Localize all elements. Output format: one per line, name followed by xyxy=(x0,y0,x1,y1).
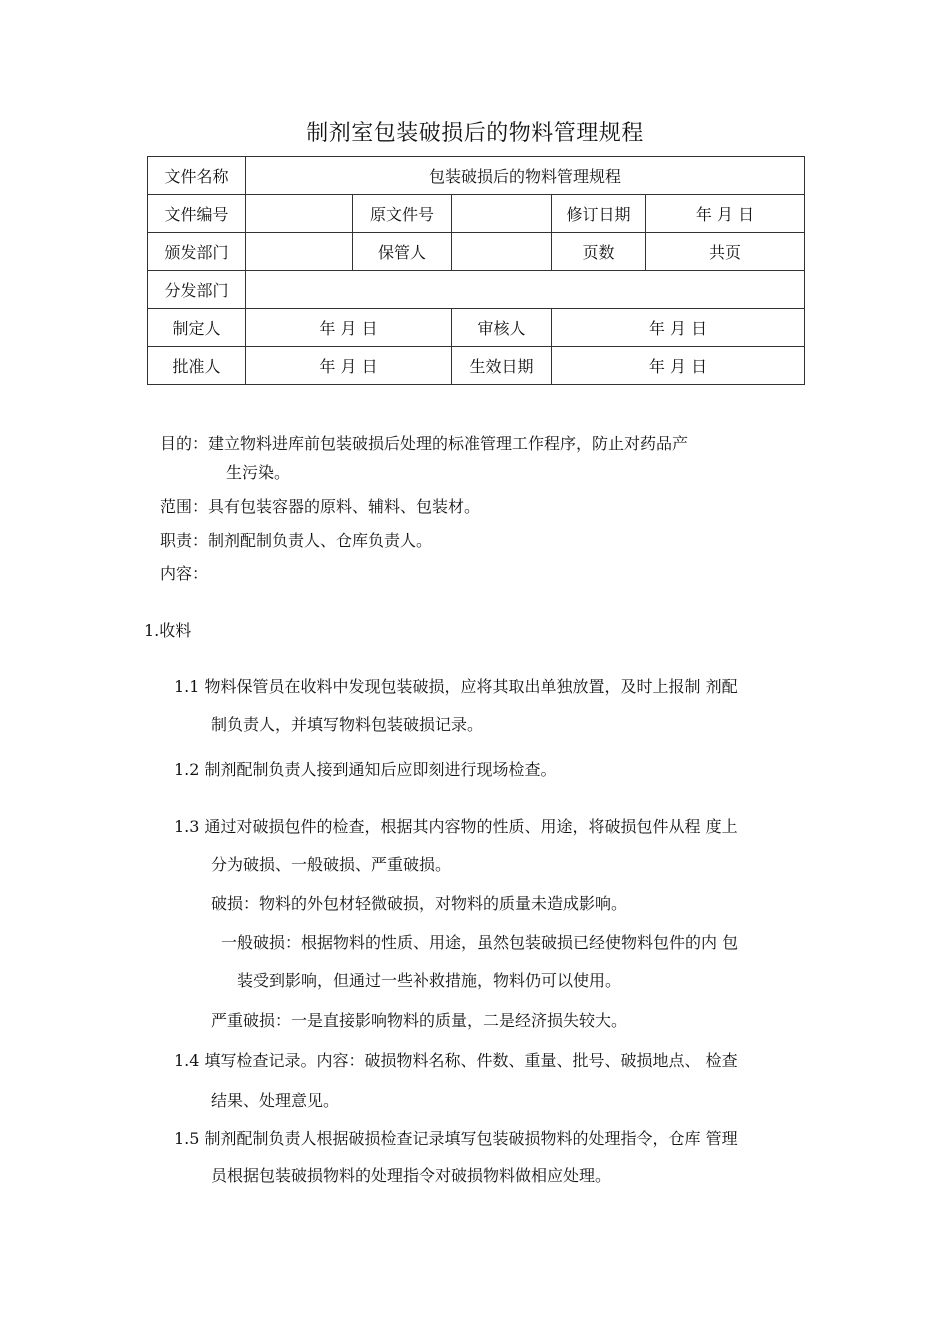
item-1-4-line-2: 结果、处理意见。 xyxy=(211,1091,340,1110)
table-row xyxy=(148,157,805,195)
table-row xyxy=(148,233,805,271)
item-1-3-line-2: 分为破损、一般破损、严重破损。 xyxy=(211,855,452,874)
table-row xyxy=(148,195,805,233)
item-1-2: 1.2 制剂配制负责人接到通知后应即刻进行现场检查。 xyxy=(174,760,557,779)
file-no-label: 文件编号 xyxy=(148,195,246,233)
item-1-4-line-1: 1.4 填写检查记录。内容：破损物料名称、件数、重量、批号、破损地点、 检查 xyxy=(174,1051,738,1070)
revision-date-value: 年 月 日 xyxy=(646,195,805,233)
approver-label: 批准人 xyxy=(148,347,246,385)
item-1-3-line-1: 1.3 通过对破损包件的检查，根据其内容物的性质、用途，将破损包件从程 度上 xyxy=(174,817,738,836)
damage-general-line-1: 一般破损：根据物料的性质、用途，虽然包装破损已经使物料包件的内 包 xyxy=(221,933,739,952)
approver-date: 年 月 日 xyxy=(246,347,452,385)
reviewer-label: 审核人 xyxy=(452,309,552,347)
item-1-5-line-1: 1.5 制剂配制负责人根据破损检查记录填写包装破损物料的处理指令，仓库 管理 xyxy=(174,1129,738,1148)
document-info-table xyxy=(147,156,805,385)
item-1-5-line-2: 员根据包装破损物料的处理指令对破损物料做相应处理。 xyxy=(211,1166,612,1185)
purpose-line-2: 生污染。 xyxy=(226,463,291,482)
issue-dept-value xyxy=(246,233,353,271)
pages-label: 页数 xyxy=(552,233,646,271)
file-name-value: 包装破损后的物料管理规程 xyxy=(246,157,805,195)
keeper-value xyxy=(452,233,552,271)
reviewer-date: 年 月 日 xyxy=(552,309,805,347)
pages-value: 共页 xyxy=(646,233,805,271)
table-row xyxy=(148,347,805,385)
content-label: 内容： xyxy=(160,564,209,583)
effective-date-label: 生效日期 xyxy=(452,347,552,385)
section-heading: 1.收料 xyxy=(144,621,192,640)
file-name-label: 文件名称 xyxy=(148,157,246,195)
table-row xyxy=(148,309,805,347)
table-row xyxy=(148,271,805,309)
scope-line: 范围：具有包装容器的原料、辅料、包装材。 xyxy=(160,497,481,516)
damage-minor: 破损：物料的外包材轻微破损，对物料的质量未造成影响。 xyxy=(211,894,628,913)
item-1-1-line-2: 制负责人，并填写物料包装破损记录。 xyxy=(211,715,484,734)
issue-dept-label: 颁发部门 xyxy=(148,233,246,271)
revision-date-label: 修订日期 xyxy=(552,195,646,233)
orig-file-no-label: 原文件号 xyxy=(353,195,452,233)
damage-severe: 严重破损：一是直接影响物料的质量，二是经济损失较大。 xyxy=(211,1011,628,1030)
author-label: 制定人 xyxy=(148,309,246,347)
file-no-value xyxy=(246,195,353,233)
damage-general-line-2: 装受到影响，但通过一些补救措施，物料仍可以使用。 xyxy=(237,971,622,990)
dist-dept-value xyxy=(246,271,805,309)
item-1-1-line-1: 1.1 物料保管员在收料中发现包装破损，应将其取出单独放置，及时上报制 剂配 xyxy=(174,677,738,696)
orig-file-no-value xyxy=(452,195,552,233)
author-date: 年 月 日 xyxy=(246,309,452,347)
dist-dept-label: 分发部门 xyxy=(148,271,246,309)
page-title: 制剂室包装破损后的物料管理规程 xyxy=(306,121,644,146)
effective-date-value: 年 月 日 xyxy=(552,347,805,385)
keeper-label: 保管人 xyxy=(353,233,452,271)
duty-line: 职责：制剂配制负责人、仓库负责人。 xyxy=(160,531,433,550)
purpose-line-1: 目的：建立物料进库前包装破损后处理的标准管理工作程序，防止对药品产 xyxy=(160,434,689,453)
